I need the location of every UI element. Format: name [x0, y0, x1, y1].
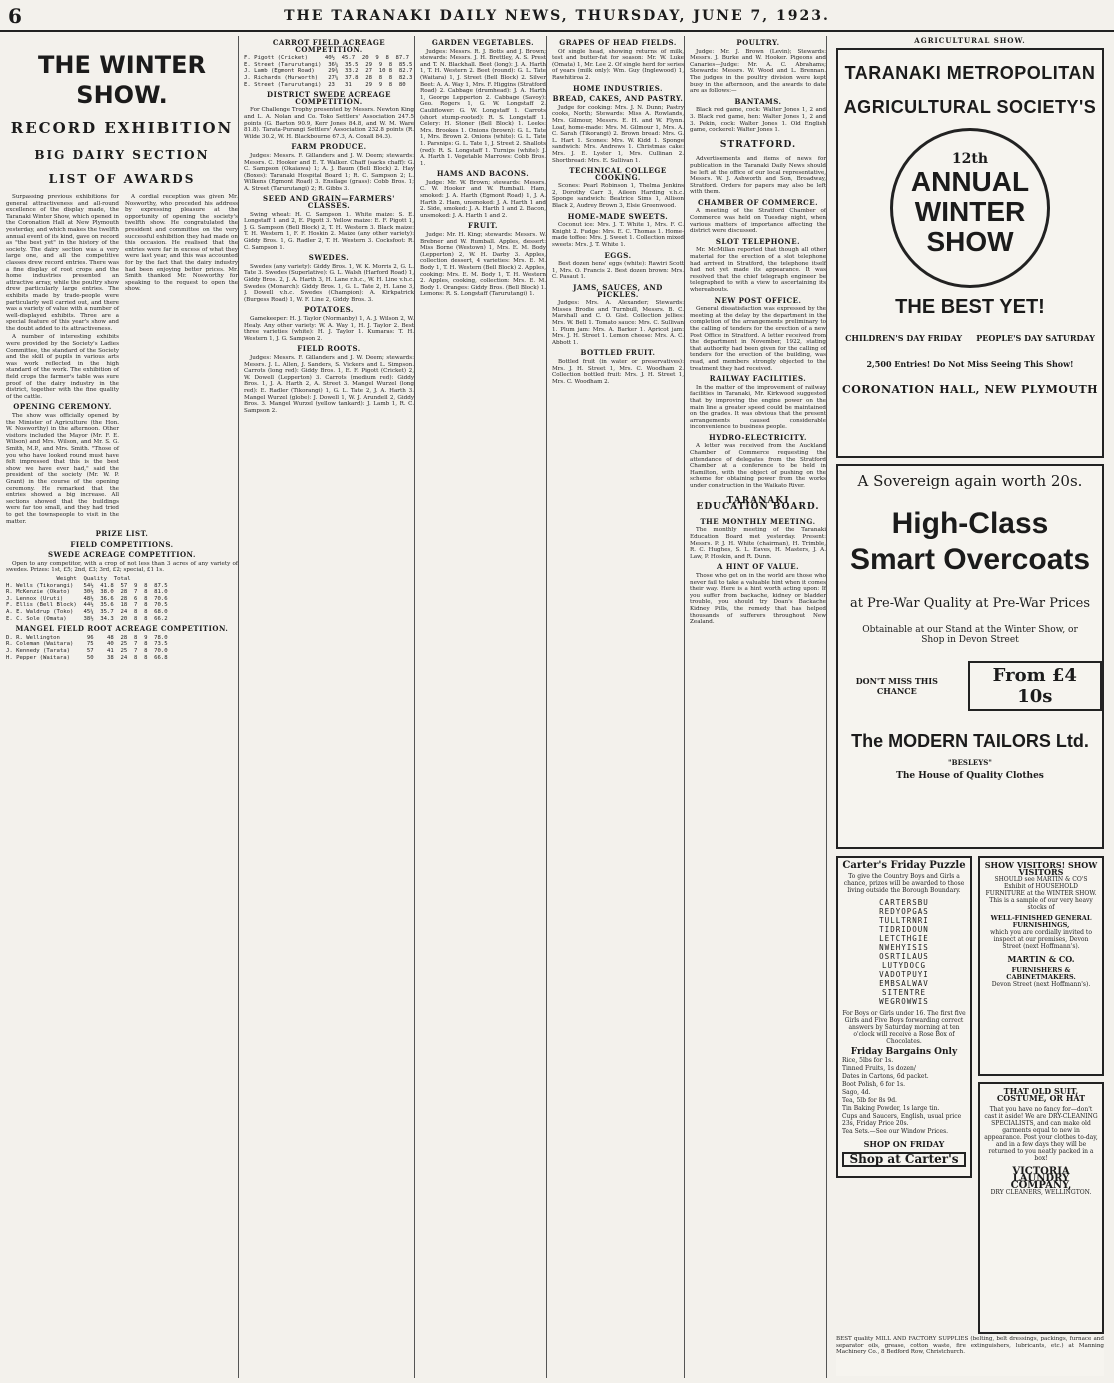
- mangel-table-row: H. Pepper (Waitara) 50 38 24 8 8 66.8: [6, 654, 168, 661]
- opening-paragraph: The show was officially opened by the Minister of Agriculture (the Hon. W. Nosworthy) in the afternoon. Other visitors included the Mayor (Mr. F. E. Wilson) and Mrs. Wilson, and Mr. S. G. Smith, M.P., and Mrs. Smith. "Those of you who have looked round must have felt impressed that this is the best show we have ever had," said the president of the society (Mr. W. P. Grant) in the course of the opening ceremony. He remarked that the entries showed a big increase. All sections showed that the buildings were far too small, and they had tried to get the townspeople to visit in the matter.: [6, 413, 119, 525]
- telephone-heading: SLOT TELEPHONE.: [715, 236, 801, 246]
- puzzle-rules: For Boys or Girls under 16. The first five Girls and Five Boys forwarding correct answers by Saturday morning at ten o'clock will receive a Rose Box of Chocolates.: [842, 1010, 966, 1045]
- poultry-text: Judge: Mr. J. Brown (Levin); Stewards: Messrs. J. Burke and W. Hooker. Pigeons and Canaries—Judge: Mr. A. C. Abrahams; Stewards: Messrs. W. Wood and L. Brennan. The judges in the poultry division were kept busy in the afternoon, and the awards to date are as follows:—: [690, 48, 826, 95]
- hams-heading: HAMS AND BACONS.: [436, 169, 530, 179]
- bargain-item: Tin Baking Powder, 1s large tin.: [842, 1105, 940, 1112]
- column-stratford: [690, 36, 827, 1378]
- sovereign-tagline: A Sovereign again worth 20s.: [857, 472, 1083, 490]
- bargains-heading: Friday Bargains Only: [850, 1047, 958, 1057]
- column-home-industries: [552, 36, 685, 1378]
- winter-show-advert: [836, 48, 1104, 458]
- shop-on-friday: SHOP ON FRIDAY: [863, 1139, 945, 1149]
- swedes-heading: SWEDES.: [308, 253, 350, 263]
- puzzle-row: WEGROWWIS: [879, 997, 929, 1006]
- post-office-heading: NEW POST OFFICE.: [714, 295, 802, 305]
- bottled-heading: BOTTLED FRUIT.: [580, 348, 656, 358]
- carrot-row: F. Pigott (Cricket) 40½ 45.7 20 9 8 87.7: [244, 55, 410, 62]
- grapes-heading: GRAPES OF HEAD FIELDS.: [559, 38, 677, 47]
- puzzle-row: SITENTRE: [881, 988, 927, 997]
- headline-record-exhibition: RECORD EXHIBITION: [10, 119, 234, 137]
- victoria-firm: VICTORIA LAUNDRY COMPANY,: [1010, 1166, 1072, 1191]
- prize-list-heading: PRIZE LIST.: [95, 529, 149, 539]
- puzzle-row: EMBSALWAV: [879, 979, 929, 988]
- besleys-brand: "BESLEYS": [948, 758, 992, 767]
- district-swede-text: For Challenge Trophy presented by Messrs. Newton King and L. A. Nolan and Co. Toko Settlers' Association 247.5 points (G. Barton 90.9, Kerr Jones 84.8, and W. M. Ware 81.8). Tarata-Purangi Settlers' Association 232.8 points (R. Wilde 30.2, W. H. Blackbourne 67.3, A. Coxall 84.3).: [244, 107, 414, 140]
- puzzle-row: CARTERSBU: [879, 898, 929, 907]
- carters-puzzle-advert: [836, 856, 972, 1178]
- swede-table-row: R. McKenzie (Okato) 30½ 38.0 28 7 8 81.0: [6, 589, 168, 596]
- opening-heading: OPENING CEREMONY.: [13, 402, 112, 412]
- bargain-item: Dates in Cartons, 6d packet.: [842, 1073, 929, 1080]
- poultry-heading: POULTRY.: [736, 38, 780, 47]
- bantams-heading: BANTAMS.: [734, 96, 782, 106]
- masthead-title: THE TARANAKI DAILY NEWS, THURSDAY, JUNE 7, 1923.: [284, 8, 830, 24]
- field-roots-heading: FIELD ROOTS.: [297, 344, 361, 354]
- district-swede-heading: DISTRICT SWEDE ACREAGE COMPETITION.: [267, 90, 391, 106]
- carrot-row: E. Street (Tarurutangi) 36¼ 35.5 29 9 8 85.5: [244, 61, 413, 68]
- best-yet: THE BEST YET!: [895, 296, 1045, 318]
- opening-paragraph-2: A cordial reception was given Mr. Nosworthy, who preceded his address by expressing pleasure at the opportunity of opening the society's twelfth show. He congratulated the president and committee on the very successful exhibition they had made on this occasion. He realised that the entries were far in excess of what they were last year, and this was accounted for by the fact that the dairy industry had been enjoying better prices. Mr. Smith thanked Mr. Nosworthy for speaking to the request to open the show.: [125, 194, 238, 293]
- old-suit-title: THAT OLD SUIT, COSTUME, OR HAT: [996, 1086, 1086, 1103]
- technical-heading: TECHNICAL COLLEGE COOKING.: [569, 166, 667, 182]
- telephone-text: Mr. McMillan reported that though all other material for the erection of a slot telephone had arrived in Stratford, the telephone itself had not yet made its appearance. It was resolved that the chief telegraph engineer be telegraphed to with a view to ascertaining its whereabouts.: [690, 247, 826, 293]
- fruit-text: Judge: Mr. H. King; stewards: Messrs. W. Brebner and W. Rumball. Apples, dessert: Miss Borne (Westown) 1, Mrs. E. M. Body (Lepperton) 2, W. H. Darby 3. Apples, collection dessert, 4 varieties: Mrs. E. M. Body 1, T. H. Western (Bell Block) 2. Apples, cooking: Mrs. E. M. Body 1, T. H. Western 2. Apples, cooking, collection: Mrs. E. M. Body 1. Oranges: Giddy Bros. (Bell Block) 1. Lemons: R. S. Longstaff (Tarurutangi) 1.: [420, 232, 546, 298]
- childrens-day: CHILDREN'S DAY FRIDAY: [845, 333, 963, 343]
- mangel-table-row: D. R. Wellington 96 48 28 8 9 78.0: [6, 634, 168, 641]
- venue-line: CORONATION HALL, NEW PLYMOUTH: [841, 383, 1099, 396]
- technical-text: Scones: Pearl Robinson 1, Thelma Jenkins 2, Dorothy Carr 3, Aileen Harding v.h.c. Sponge sandwich: Beatrice Sims 1, Allison Black 2, Audrey Brown 3, Elsie Greenwood.: [552, 183, 684, 210]
- swede-table-row: F. Ellis (Bell Block) 44½ 35.6 18 7 8 70.5: [6, 602, 168, 609]
- bantams-text: Black red game, cock: Walter Jones 1, 2 and 3. Black red game, hen: Walter Jones 1, 2 and 3. Pekin, cock: Walter Jones 1. Old English game, cockerel: Walter Jones 1.: [690, 107, 826, 134]
- bread-heading: BREAD, CAKES, AND PASTRY.: [552, 94, 684, 104]
- modern-tailors: The MODERN TAILORS Ltd.: [851, 731, 1089, 751]
- bargain-item: Tinned Fruits, 1s dozen/: [842, 1065, 916, 1072]
- bargain-item: Cups and Saucers, English, usual price 23s, Friday Price 20s.: [842, 1113, 962, 1127]
- hint-text: Those who get on in the world are those who never fail to take a valuable hint when it comes their way. Here is a hint worth acting upon: If you suffer from backache, kidney or bladder trouble, you should try Doan's Backache Kidney Pills, the remedy that has helped thousands of sufferers throughout New Zealand.: [690, 572, 826, 626]
- masthead: [0, 0, 1114, 32]
- hams-text: Judge: Mr. W. Brown; stewards: Messrs. C. W. Hooker and W. Rumball. Ham, smoked: J. A. Harth (Egmont Road) 1, J. A. Harth 2. Ham, unsmoked: J. A. Harth 1 and 2. Side, smoked: J. A. Harth 1 and 2. Bacon, unsmoked: J. A. Harth 1 and 2.: [420, 179, 546, 219]
- grapes-text: Of single head, showing returns of milk, test and butter-fat for season: Mr. W. Luke (Omata) 1, Mr. Lee 2. Of single herd for series of years (milk only): Wm. Guy (Inglewood) 1, Rawhitiroa 2.: [552, 48, 684, 81]
- martin-bold: WELL-FINISHED GENERAL FURNISHINGS,: [990, 914, 1092, 929]
- puzzle-row: OSRTILAUS: [879, 952, 929, 961]
- high-class-line: High-Class: [891, 507, 1049, 540]
- obtainable-line: Obtainable at our Stand at the Winter Show, or Shop in Devon Street: [862, 625, 1078, 645]
- bargain-item: Tea Sets.—See our Window Prices.: [842, 1128, 949, 1135]
- monthly-meeting-heading: THE MONTHLY MEETING.: [700, 516, 816, 526]
- field-competitions-heading: FIELD COMPETITIONS.: [70, 539, 174, 549]
- sweets-heading: HOME-MADE SWEETS.: [567, 211, 669, 221]
- field-roots-text: Judges: Messrs. F. Gillanders and J. W. Deem; stewards: Messrs. J. L. Allen, J. Sanders, S. Vickers and L. Simpson. Carrots (long red): Giddy Bros. 1, E. F. Pigott (Cricket) 2, W. Dowell (Lepperton) 3. Carrots (medium red): Giddy Bros. 1, J. A. Harth 2, A. Street 3. Mangel Wurzel (long red): E. Radler (Tikorangi) 1, G. L. Tate 2, J. A. Harth 3. Mangel Wurzel (globe): J. Dowell 1, W. J. Arundell 2, Giddy Bros. 3. Mangel Wurzel (yellow tankard): J. Lamb 1, R. C. Sampson 2.: [244, 354, 414, 414]
- overcoats-advert: [836, 464, 1104, 849]
- bargain-item: Sago, 4d.: [842, 1089, 871, 1096]
- house-of-quality: The House of Quality Clothes: [896, 771, 1044, 781]
- society-name-line1: TARANAKI METROPOLITAN: [844, 63, 1096, 83]
- fruit-heading: FRUIT.: [468, 221, 498, 231]
- bargain-item: Rice, 5lbs for 1s.: [842, 1057, 894, 1064]
- puzzle-row: LETCTHGIE: [879, 934, 929, 943]
- swede-table-row: H. Wells (Tikorangi) 54½ 41.8 57 9 8 87.5: [6, 582, 168, 589]
- puzzle-row: TIDRIDOUN: [879, 925, 929, 934]
- martin-furniture-advert: [978, 856, 1104, 1076]
- winter-word: WINTER: [914, 196, 1026, 227]
- headline-winter-show: THE WINTER SHOW.: [38, 51, 206, 109]
- bread-text: Judge for cooking: Mrs. J. N. Dunn; Pastry cooks, North; Stewards: Miss A. Rowlands, Mrs. Gilmour, Messrs. E. H. and W. Flynn. Loaf, home-made: Mrs. M. Gilmour 1, Mrs. A. C. Sarah (Tikorangi) 2. Brown bread: Mrs. G. L. Hart 1. Scones: Mrs. W. Kidd 1. Sponge sandwich: Mrs. Andrews 1. Christmas cake: Mrs. J. E. Lyster 1, Mrs. Cullinan 2. Shortbread: Mrs. E. Sullivan 1.: [552, 104, 684, 164]
- show-word: SHOW: [926, 226, 1014, 257]
- column-garden: [420, 36, 547, 1378]
- annual-show-emblem: [890, 128, 1050, 288]
- bargain-item: Tea, 5lb for 8s 9d.: [842, 1097, 897, 1104]
- potatoes-text: Gamekeeper: H. J. Taylor (Normanby) 1, A. J. Wilson 2, W. Healy. Any other variety: W. A. Way 1, H. J. Taylor 2. Best three varieties (white): H. J. Taylor 1. Kumaras: T. H. Western 1, J. G. Sampson 2.: [244, 315, 414, 342]
- puzzle-row: TULLTRNRI: [879, 916, 929, 925]
- mangel-table-row: J. Kennedy (Tarata) 57 41 25 7 8 70.0: [6, 648, 168, 654]
- railway-heading: RAILWAY FACILITIES.: [709, 374, 807, 384]
- puzzle-row: LUTYDOCG: [881, 961, 927, 970]
- society-name-line2: AGRICULTURAL SOCIETY'S: [843, 97, 1097, 117]
- show-visitors-title: SHOW VISITORS! SHOW VISITORS: [984, 860, 1098, 877]
- hint-heading: A HINT OF VALUE.: [716, 562, 800, 572]
- eggs-heading: EGGS.: [604, 250, 632, 260]
- smart-overcoats-line: Smart Overcoats: [849, 543, 1091, 576]
- martin-text-2: which you are cordially invited to inspect at our premises, Devon Street (next Hoffmann's).: [990, 929, 1092, 950]
- seed-grain-heading: SEED AND GRAIN—FARMERS' CLASSES.: [263, 194, 395, 211]
- price-row: [838, 661, 1102, 711]
- ad-column-header: AGRICULTURAL SHOW.: [914, 36, 1026, 45]
- show-number: 12th: [951, 151, 989, 167]
- garden-text: Judges: Messrs. R. J. Botts and J. Brown; stewards: Messrs. J. H. Brettley, A. S. Prest and T. N. Blackhall. Beet (long): J. A. Harth 1, T. H. Western 2. Beet (round): G. L. Tate (Waitara) 1, J. Street (Bell Block) 2. Silver Beet: A. A. Way 1, Mrs. F. Higgins (Stratford Road) 2. Cabbage (drumhead): J. A. Harth 1, George Lepperton 2. Cabbage (Savoy): Geo. Rogers 1, G. W. Longstaff 2. Cauliflower: G. W. Longstaff 1. Carrots (short stump-rooted): R. S. Longstaff 1. Celery: H. Stoner (Bell Block) 1. Leeks: Mrs. Brookes 1. Onions (brown): G. L. Tate 1, Mrs. Brown 2. Onions (white): G. L. Tate 1. Parsnips: G. L. Tate 1, J. Street 2. Shallots (red): R. S. Longstaff 1. Turnips (white): J. A. Harth 1. Vegetable Marrows: Cobb Bros. 1.: [420, 48, 546, 167]
- swede-table-header: Weight Quality Total: [6, 576, 131, 583]
- lead-columns: [6, 194, 238, 527]
- bottled-text: Bottled fruit (in water or preservatives): Mrs. J. H. Street 1, Mrs. C. Woodham 2. Collection bottled fruit: Mrs. J. H. Street 1, Mrs. C. Woodham 2.: [552, 358, 684, 385]
- martin-trade: FURNISHERS & CABINETMAKERS.: [1006, 966, 1076, 981]
- peoples-day: PEOPLE'S DAY SATURDAY: [976, 333, 1095, 343]
- commerce-heading: CHAMBER OF COMMERCE.: [697, 197, 819, 207]
- hydro-heading: HYDRO-ELECTRICITY.: [709, 432, 807, 442]
- show-days: [838, 333, 1102, 343]
- swede-acreage-heading: SWEDE ACREAGE COMPETITION.: [48, 550, 196, 560]
- field-note: Open to any competitor, with a crop of not less than 3 acres of any variety of swedes. Prizes: 1st, £5; 2nd, £3; 3rd, £2; special, £1 1s.: [6, 560, 238, 574]
- martin-address: Devon Street (next Hoffmann's).: [991, 981, 1091, 988]
- swede-table-row: A. E. Waldrup (Toko) 45¼ 35.7 24 8 8 68.0: [6, 609, 168, 616]
- carrot-row: J. Richards (Hurworth) 27¼ 37.8 28 8 8 82.3: [244, 74, 413, 81]
- column-winter-show: [6, 36, 239, 1378]
- puzzle-title: Carter's Friday Puzzle: [842, 860, 966, 871]
- puzzle-row: NWEHYISIS: [879, 943, 929, 952]
- headline-big-dairy: BIG DAIRY SECTION: [34, 148, 210, 162]
- stratford-heading: STRATFORD.: [719, 139, 797, 150]
- farm-produce-text: Judges: Messrs. F. Gillanders and J. W. Deem; stewards: Messrs. C. Hooker and E. T. Walker. Chaff (sacks chaff): G. C. Sampson (Okaiawa) 1; A. J. Baum (Bell Block) 2. Hay (Boxes): Taranaki Hospital Board 1; R. C. Sampson 2; L. Wilkens (Egmont Road) 3. Ensilage (grass): Cobb Bros. 1; A. Street (Tarurutangi) 2; R. Gibbs 3.: [244, 152, 414, 192]
- stratford-text: Advertisements and items of news for publication in the Taranaki Daily News should be left at the office of our local representative, Messrs. W. J. Ashworth and Son, Broadway, Stratford. Orders for papers may also be left with them.: [690, 156, 826, 196]
- carrot-row: J. Lamb (Egmont Road) 29¾ 33.2 27 10 8 82.7: [244, 68, 413, 75]
- railway-text: In the matter of the improvement of railway facilities in Taranaki, Mr. Kirkwood suggested that by improving the engine power on the main line a greater speed could be maintained on the grades. It was obvious that the present arrangements caused considerable inconvenience to business people.: [690, 384, 826, 431]
- sweets-text: Coconut ice: Mrs. J. T. White 1, Mrs. F. C. Knight 2. Fudge: Mrs. E. C. Thomas 1. Home-made toffee: Mrs. J. Sweet 1. Collection mixed sweets: Mrs. J. T. White 1.: [552, 222, 684, 249]
- victoria-text: That you have no fancy for—don't cast it aside! We are DRY-CLEANING SPECIALISTS, and can make old garments equal to new in appearance. Post your clothes to-day, and in a few days they will be returned to you neatly packed in a box!: [984, 1106, 1098, 1162]
- home-industries-heading: HOME INDUSTRIES.: [572, 83, 663, 93]
- swede-table-row: J. Lennox (Uruti) 48½ 36.6 28 6 8 70.6: [6, 595, 168, 602]
- column-prize-list-2: [244, 36, 415, 1378]
- education-board-text: The monthly meeting of the Taranaki Education Board met yesterday. Present: Messrs. P. J. H. White (chairman), H. Trimble, R. C. Hughes, S. L. Eaves, H. Masters, J. A. Law, P. Hoskin, and R. Dunn.: [690, 527, 826, 560]
- mangel-heading: MANGEL FIELD ROOT ACREAGE COMPETITION.: [15, 624, 229, 634]
- annual-word: ANNUAL: [910, 166, 1030, 197]
- post-office-text: General dissatisfaction was expressed by the meeting at the delay by the department in the completion of the arrangements preliminary to the calling of tenders for the erection of a new Post Office in Stratford. A letter received from the department in November, 1922, stating that authority had been given for the calling of tenders for the erection of the building, was read, and members strongly objected to the treatment they had received.: [690, 306, 826, 372]
- puzzle-intro: To give the Country Boys and Girls a chance, prizes will be awarded to those living outside the Borough Boundary.: [843, 873, 965, 894]
- victoria-laundry-advert: [978, 1082, 1104, 1334]
- dont-miss: DON'T MISS THIS CHANCE: [855, 676, 938, 696]
- bargain-item: Boot Polish, 6 for 1s.: [842, 1081, 906, 1088]
- advertisement-column: [832, 36, 1108, 1378]
- victoria-sub: DRY CLEANERS, WELLINGTON.: [990, 1189, 1092, 1196]
- pre-war-line: at Pre-War Quality at Pre-War Prices: [849, 596, 1091, 611]
- swedes-text: Swedes (any variety): Giddy Bros. 1, W. K. Morris 2, G. L. Tate 3. Swedes (Superlative): G. L. Walsh (Harford Road) 1, Giddy Bros. 2, J. A. Harth 3, H. Lane r.h.c., W. H. Line v.h.c. Swedes (Monarch): Giddy Bros. 1, G. L. Tate 2, H. Lane 3, J. Dowell v.h.c. Swedes (Champion): A. Kirkpatrick (Burgess Road) 1, W. F. Line 2, Giddy Bros. 3.: [244, 263, 414, 303]
- mangel-table-row: R. Coleman (Waitara) 75 40 25 7 8 73.5: [6, 641, 168, 648]
- carrot-heading: CARROT FIELD ACREAGE COMPETITION.: [272, 38, 386, 54]
- headline-list-of-awards: LIST OF AWARDS: [48, 172, 196, 186]
- price-box: From £4 10s: [968, 661, 1102, 711]
- garden-heading: GARDEN VEGETABLES.: [431, 38, 535, 47]
- jams-heading: JAMS, SAUCES, AND PICKLES.: [573, 283, 663, 299]
- seed-grain-text: Swing wheat: H. C. Sampson 1. White maize: S. E. Longstaff 1 and 2, E. Pigott 3. Yellow maize: E. F. Pigott 1, J. G. Sampson (Bell Block) 2, T. H. Western 3. Black maize: T. H. Western 1, F. F. Hoskin 2. Maize (any other variety): Giddy Bros. 1, G. Radler 2, T. H. Western 3. Cocksfoot: R. C. Sampson 1.: [244, 211, 414, 251]
- swede-table-row: E. C. Sole (Omata) 38½ 34.3 20 8 8 66.2: [6, 615, 168, 622]
- puzzle-row: REDYOPGAS: [879, 907, 929, 916]
- potatoes-heading: POTATOES.: [304, 305, 354, 315]
- lead-paragraph-a: Surpassing previous exhibitions for general attractiveness and all-round excellence of the display made, the Taranaki Winter Show, which opened in the Coronation Hall at New Plymouth yesterday, and which makes the twelfth annual event of its kind, gave on record as "the best yet" in the history of the society. The dairy section was a very large one, and all the competitive classes drew record entries. There was a fine display of root crops and the home industries presented an attractive array, while the poultry show drew particularly large entries. The exhibits made by trade-people were particularly well carried out, and there was a variety of value with a number of well-displayed exhibits. Three are a special feature of this year's show and the doubt added to its attractiveness.: [6, 194, 119, 332]
- martin-firm: MARTIN & CO.: [1007, 954, 1075, 964]
- shop-at-carters: Shop at Carter's: [842, 1152, 966, 1167]
- mill-supplies-notice: BEST quality MILL AND FACTORY SUPPLIES (belting, belt dressings, packings, furnace and separator oils, grease, cotton waste, fire extinguishers, lubricants, etc.) at Manning Machinery Co., 8 Bedford Row, Christchurch.: [836, 1336, 1104, 1376]
- puzzle-row: VADOTPUYI: [879, 970, 929, 979]
- eggs-text: Best dozen hens' eggs (white): Rawiri Scott 1, Mrs. O. Francis 2. Best dozen brown: Mrs. C. Pasaut 1.: [552, 261, 684, 281]
- carrot-row: E. Street (Tarurutangi) 23 31 29 9 8 80: [244, 81, 406, 88]
- hydro-text: A letter was received from the Auckland Chamber of Commerce requesting the attendance of delegates from the Stratford Chamber at a conference to be held in Hamilton, with the object of pushing on the scheme for obtaining power from the works under construction in the Waikato River.: [690, 443, 826, 490]
- jams-text: Judges: Mrs. A. Alexander; Stewards: Misses Brodie and Turnbull, Messrs. B. C. Marshall and C. O. Gist. Collection jellies: Mrs. W. Bell 1. Tomato sauce: Mrs. C. Sullivan 1. Plum jam: Mrs. A. Barker 1. Apricot jam: Mrs. J. H. Street 1. Lemon cheese: Mrs. A. C. Abbott 1.: [552, 300, 684, 346]
- commerce-text: A meeting of the Stratford Chamber of Commerce was held on Tuesday night, when various matters of importance affecting the district were discussed.: [690, 208, 826, 235]
- education-board-heading: TARANAKI EDUCATION BOARD.: [696, 495, 820, 513]
- puzzle-grid: [842, 898, 966, 1006]
- entries-line: 2,500 Entries! Do Not Miss Seeing This Show!: [866, 359, 1074, 369]
- martin-text: SHOULD see MARTIN & CO'S Exhibit of HOUSEHOLD FURNITURE at the WINTER SHOW. This is a sample of our very heavy stocks of: [985, 876, 1097, 911]
- farm-produce-heading: FARM PRODUCE.: [291, 142, 367, 152]
- page-number: 6: [8, 4, 22, 28]
- lead-paragraph-b: A number of interesting exhibits were provided by the Society's Ladies Committee, the standard of the Society and the skill of pupils in various arts was work reflected in the high standard of the work. The exhibition of field crops the farmer's table was sure proof of the dairy industry in the district, together with the fine quality of the cattle.: [6, 334, 119, 400]
